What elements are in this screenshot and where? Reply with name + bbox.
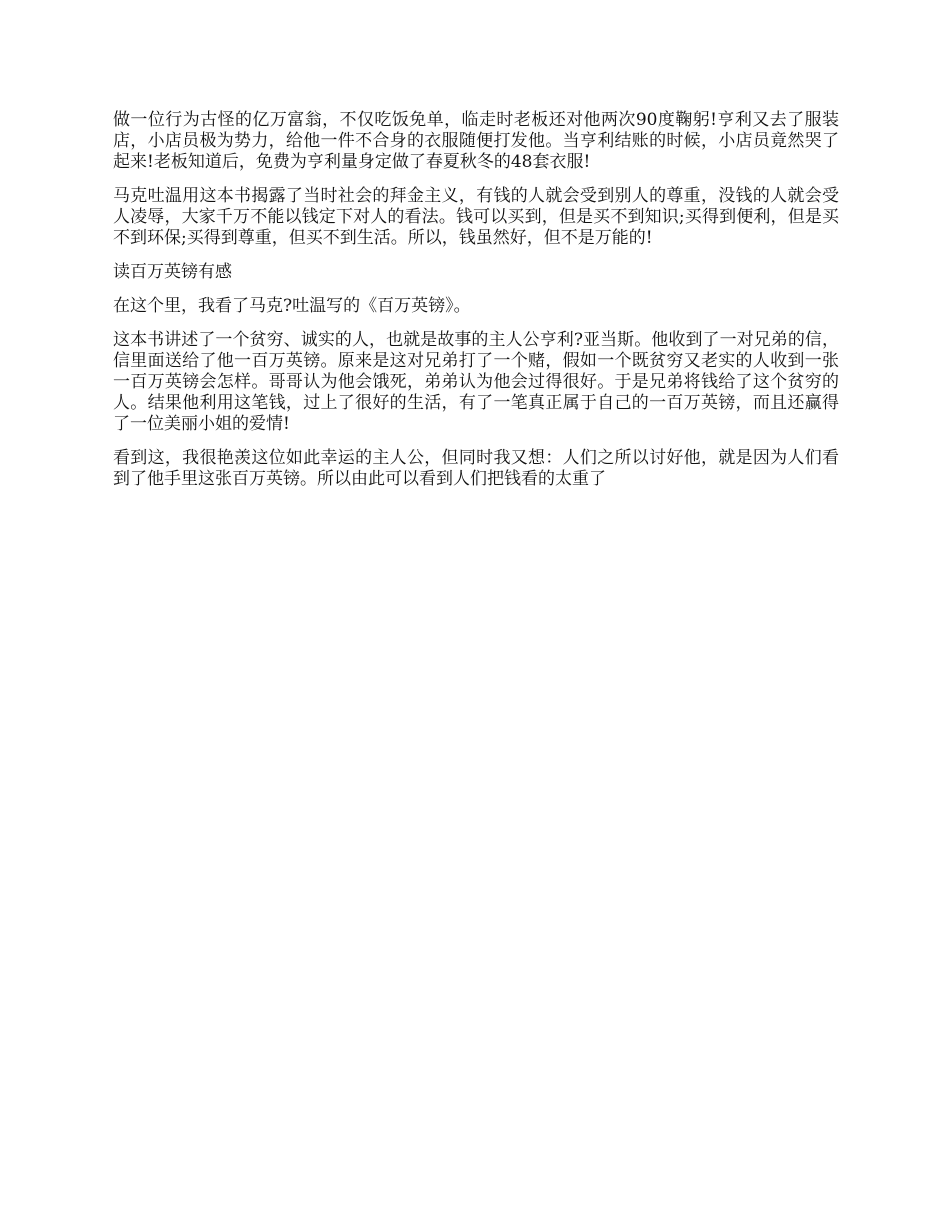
body-paragraph: 在这个里，我看了马克?吐温写的《百万英镑》。 — [113, 296, 471, 316]
body-paragraph: 马克吐温用这本书揭露了当时社会的拜金主义，有钱的人就会受到别人的尊重，没钱的人就会受人凌辱，大家千万不能以钱定下对人的看法。钱可以买到，但是买不到知识;买得到便利，但是买不到环保;买得到尊重，但买不到生活。所以，钱虽然好，但不是万能的! — [113, 186, 839, 248]
body-paragraph: 这本书讲述了一个贫穷、诚实的人，也就是故事的主人公亨利?亚当斯。他收到了一对兄弟的信，信里面送给了他一百万英镑。原来是这对兄弟打了一个赌，假如一个既贫穷又老实的人收到一张一百万英镑会怎样。哥哥认为他会饿死，弟弟认为他会过得很好。于是兄弟将钱给了这个贫穷的人。结果他利用这笔钱，过上了很好的生活，有了一笔真正属于自己的一百万英镑，而且还赢得了一位美丽小姐的爱情! — [113, 330, 839, 434]
body-paragraph: 看到这，我很艳羡这位如此幸运的主人公，但同时我又想：人们之所以讨好他，就是因为人们看到了他手里这张百万英镑。所以由此可以看到人们把钱看的太重了 — [113, 448, 839, 489]
section-title: 读百万英镑有感 — [113, 262, 232, 282]
document-body — [113, 110, 839, 503]
body-paragraph: 做一位行为古怪的亿万富翁，不仅吃饭免单，临走时老板还对他两次90度鞠躬!亨利又去了服装店，小店员极为势力，给他一件不合身的衣服随便打发他。当亨利结账的时候，小店员竟然哭了起来!老板知道后，免费为亨利量身定做了春夏秋冬的48套衣服! — [113, 110, 839, 172]
